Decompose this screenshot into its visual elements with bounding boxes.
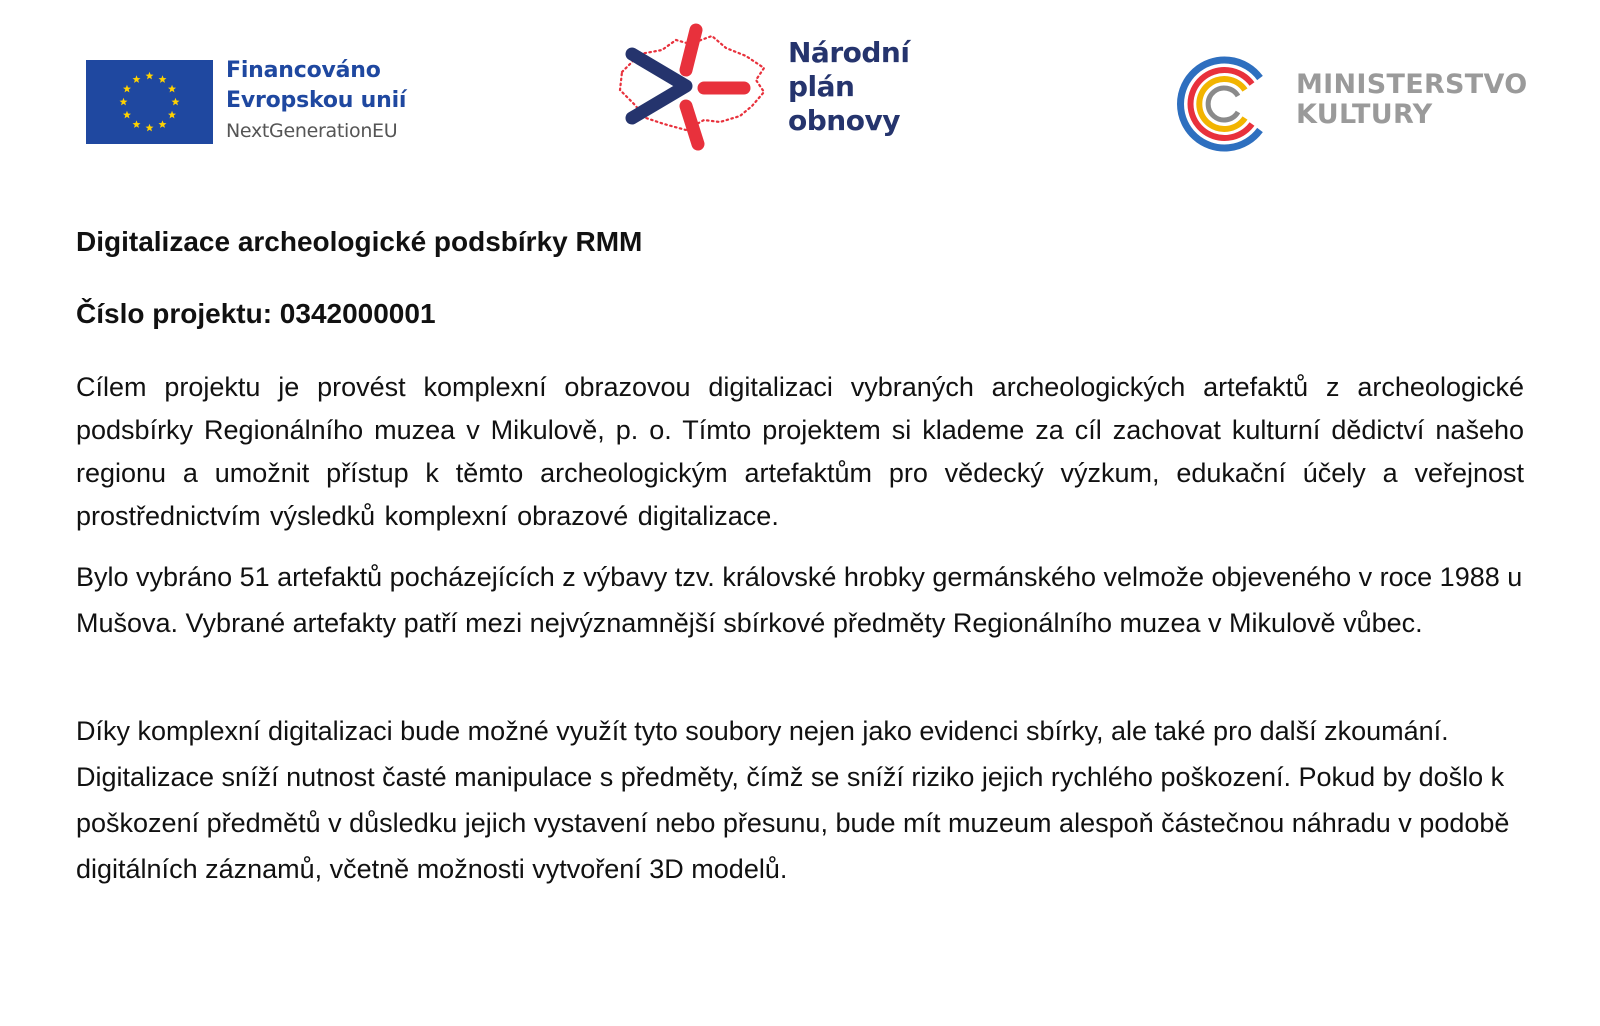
ministry-logo-line-1: MINISTERSTVO [1296, 69, 1528, 100]
project-number: Číslo projektu: 0342000001 [76, 298, 436, 329]
paragraph-artifacts: Bylo vybráno 51 artefaktů pocházejících z výbavy tzv. královské hrobky germánského velmože objeveného v roce 1988 u Mušova. Vybrané artefakty patří mezi nejvýznamnější sbírkové předměty Regionálního muzea v Mikulově vůbec. [76, 562, 1523, 638]
ministry-logo-line-2: KULTURY [1296, 99, 1433, 130]
eu-logo-line-3: NextGenerationEU [226, 120, 398, 142]
paragraph-benefits: Díky komplexní digitalizaci bude možné využít tyto soubory nejen jako evidenci sbírky, ale také pro další zkoumání. Digitalizace sníží nutnost časté manipulace s předměty, čímž se sníží riziko jejich rychlého poškození. Pokud by došlo k poškození předmětů v důsledku jejich vystavení nebo přesunu, bude mít muzeum alespoň částečnou náhradu v podobě digitálních záznamů, včetně možnosti vytvoření 3D modelů. [76, 716, 1510, 884]
npo-logo-line-1: Národní [788, 36, 910, 69]
npo-logo-line-2: plán [788, 70, 855, 103]
logo-header [0, 0, 1600, 200]
ministry-rings-icon [1174, 52, 1278, 156]
document-title: Digitalizace archeologické podsbírky RMM [76, 226, 643, 257]
eu-logo-line-1: Financováno [226, 58, 381, 83]
eu-logo-line-2: Evropskou unií [226, 88, 407, 113]
npo-emblem-icon [614, 20, 776, 160]
eu-flag-icon [86, 60, 213, 144]
paragraph-goal: Cílem projektu je provést komplexní obrazovou digitalizaci vybraných archeologických artefaktů z archeologické podsbírky Regionálního muzea v Mikulově, p. o. Tímto projektem si klademe za cíl zachovat kulturní dědictví našeho regionu a umožnit přístup k těmto archeologickým artefaktům pro vědecký výzkum, edukační účely a veřejnost prostřednictvím výsledků komplexní obrazové digitalizace. [76, 372, 1524, 531]
npo-logo-line-3: obnovy [788, 104, 900, 137]
